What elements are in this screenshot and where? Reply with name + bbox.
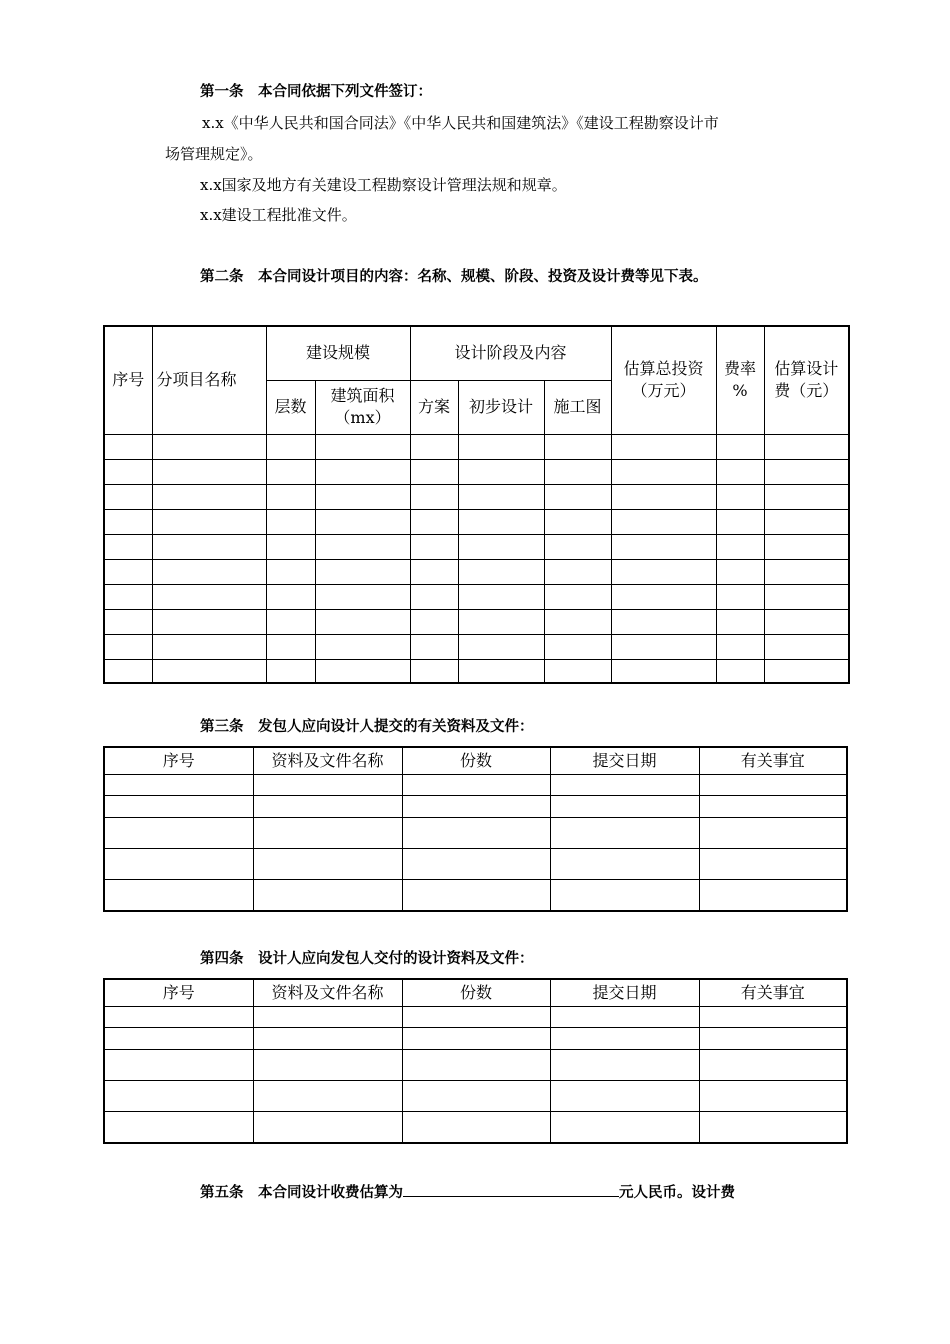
submit-materials-table [103,746,848,912]
empty-cell[interactable] [611,559,716,584]
empty-cell[interactable] [544,484,611,509]
empty-cell[interactable] [402,1049,550,1080]
table-row [104,879,847,911]
empty-cell[interactable] [315,559,410,584]
empty-cell[interactable] [458,459,544,484]
empty-cell[interactable] [764,534,849,559]
table-row [104,848,847,879]
empty-cell[interactable] [104,484,152,509]
empty-cell[interactable] [550,795,699,817]
empty-cell[interactable] [104,534,152,559]
col-name-header: 分项目名称 [152,326,266,434]
table-row [104,774,847,795]
empty-cell[interactable] [104,1080,253,1111]
empty-cell[interactable] [104,795,253,817]
empty-cell[interactable] [611,659,716,683]
empty-cell[interactable] [104,434,152,459]
empty-cell[interactable] [266,459,315,484]
table-row [104,484,849,509]
empty-cell[interactable] [152,509,266,534]
empty-cell[interactable] [410,459,458,484]
empty-cell[interactable] [152,584,266,609]
table-row [104,459,849,484]
empty-cell[interactable] [458,659,544,683]
investment-header: 估算总投资 （万元） [611,326,716,434]
table-row [104,559,849,584]
table-row [104,1006,847,1027]
empty-cell[interactable] [104,509,152,534]
empty-cell[interactable] [458,534,544,559]
empty-cell[interactable] [402,795,550,817]
table-row [104,659,849,683]
empty-cell[interactable] [550,774,699,795]
table-header-row [104,979,847,1006]
empty-cell[interactable] [550,1027,699,1049]
empty-cell[interactable] [699,879,847,911]
empty-cell[interactable] [266,634,315,659]
empty-cell[interactable] [716,509,764,534]
header-date: 提交日期 [550,979,699,1006]
empty-cell[interactable] [104,848,253,879]
empty-cell[interactable] [544,634,611,659]
empty-cell[interactable] [266,509,315,534]
empty-cell[interactable] [104,879,253,911]
table-row [104,1080,847,1111]
empty-cell[interactable] [458,484,544,509]
empty-cell[interactable] [699,795,847,817]
empty-cell[interactable] [104,817,253,848]
article1-item-3: x.x建设工程批准文件。 [200,206,357,224]
header-copies: 份数 [402,747,550,774]
empty-cell[interactable] [550,1111,699,1143]
empty-cell[interactable] [716,484,764,509]
empty-cell[interactable] [315,459,410,484]
header-date: 提交日期 [550,747,699,774]
empty-cell[interactable] [253,1027,402,1049]
empty-cell[interactable] [550,817,699,848]
scheme-header: 方案 [410,380,458,434]
empty-cell[interactable] [253,848,402,879]
table-row [104,509,849,534]
table-row [104,1027,847,1049]
empty-cell[interactable] [764,434,849,459]
empty-cell[interactable] [315,584,410,609]
empty-cell[interactable] [699,1111,847,1143]
empty-cell[interactable] [402,879,550,911]
empty-cell[interactable] [266,434,315,459]
phase-group-header: 设计阶段及内容 [410,326,611,380]
empty-cell[interactable] [716,559,764,584]
fee-amount-blank[interactable] [403,1182,619,1197]
empty-cell[interactable] [402,1111,550,1143]
empty-cell[interactable] [410,509,458,534]
empty-cell[interactable] [410,634,458,659]
empty-cell[interactable] [315,509,410,534]
empty-cell[interactable] [458,584,544,609]
article1-item-2: x.x国家及地方有关建设工程勘察设计管理法规和规章。 [200,176,567,194]
empty-cell[interactable] [458,609,544,634]
empty-cell[interactable] [253,774,402,795]
empty-cell[interactable] [458,509,544,534]
empty-cell[interactable] [315,634,410,659]
empty-cell[interactable] [611,584,716,609]
empty-cell[interactable] [315,434,410,459]
empty-cell[interactable] [253,1049,402,1080]
empty-cell[interactable] [104,1111,253,1143]
empty-cell[interactable] [253,879,402,911]
empty-cell[interactable] [544,559,611,584]
empty-cell[interactable] [611,434,716,459]
empty-cell[interactable] [699,817,847,848]
empty-cell[interactable] [550,1049,699,1080]
empty-cell[interactable] [402,774,550,795]
empty-cell[interactable] [764,659,849,683]
header-doc-name: 资料及文件名称 [253,979,402,1006]
empty-cell[interactable] [402,848,550,879]
rate-header: 费率 % [716,326,764,434]
empty-cell[interactable] [716,434,764,459]
empty-cell[interactable] [716,634,764,659]
empty-cell[interactable] [550,879,699,911]
empty-cell[interactable] [402,1006,550,1027]
empty-cell[interactable] [402,1027,550,1049]
prelim-header: 初步设计 [458,380,544,434]
empty-cell[interactable] [104,659,152,683]
empty-cell[interactable] [410,484,458,509]
empty-cell[interactable] [266,534,315,559]
scale-group-header: 建设规模 [266,326,410,380]
empty-cell[interactable] [699,1027,847,1049]
empty-cell[interactable] [458,559,544,584]
header-notes: 有关事宜 [699,979,847,1006]
empty-cell[interactable] [315,534,410,559]
empty-cell[interactable] [266,559,315,584]
empty-cell[interactable] [716,584,764,609]
header-seq: 序号 [104,747,253,774]
table-row [104,534,849,559]
article3-heading: 第三条 发包人应向设计人提交的有关资料及文件： [200,719,534,735]
table-row [104,1049,847,1080]
empty-cell[interactable] [152,634,266,659]
empty-cell[interactable] [699,1006,847,1027]
empty-cell[interactable] [716,459,764,484]
empty-cell[interactable] [544,509,611,534]
header-notes: 有关事宜 [699,747,847,774]
table-row [104,434,849,459]
article5-suffix: 元人民币。设计费 [619,1185,735,1201]
empty-cell[interactable] [253,817,402,848]
empty-cell[interactable] [104,584,152,609]
empty-cell[interactable] [699,848,847,879]
table-row [104,1111,847,1143]
empty-cell[interactable] [611,634,716,659]
empty-cell[interactable] [266,609,315,634]
construction-header: 施工图 [544,380,611,434]
empty-cell[interactable] [764,559,849,584]
empty-cell[interactable] [410,559,458,584]
table-row [104,584,849,609]
article1-item-1: x.x《中华人民共和国合同法》《中华人民共和国建筑法》《建设工程勘察设计市 [202,114,719,132]
empty-cell[interactable] [410,584,458,609]
col-seq-header: 序号 [104,326,152,434]
empty-cell[interactable] [315,659,410,683]
empty-cell[interactable] [104,1006,253,1027]
empty-cell[interactable] [764,484,849,509]
empty-cell[interactable] [550,1006,699,1027]
empty-cell[interactable] [315,609,410,634]
empty-cell[interactable] [104,459,152,484]
empty-cell[interactable] [253,1080,402,1111]
article4-heading: 第四条 设计人应向发包人交付的设计资料及文件： [200,951,534,967]
empty-cell[interactable] [716,659,764,683]
header-seq: 序号 [104,979,253,1006]
empty-cell[interactable] [152,659,266,683]
empty-cell[interactable] [544,459,611,484]
deliver-materials-table [103,978,848,1144]
empty-cell[interactable] [544,609,611,634]
empty-cell[interactable] [104,634,152,659]
article5-prefix: 第五条 本合同设计收费估算为 [200,1185,403,1201]
empty-cell[interactable] [253,1006,402,1027]
empty-cell[interactable] [764,459,849,484]
empty-cell[interactable] [716,534,764,559]
empty-cell[interactable] [253,1111,402,1143]
article5-line [200,1182,735,1203]
article1-item-1-cont: 场管理规定》。 [165,145,263,163]
empty-cell[interactable] [611,484,716,509]
empty-cell[interactable] [544,584,611,609]
article2-heading: 第二条 本合同设计项目的内容：名称、规模、阶段、投资及设计费等见下表。 [200,269,708,285]
table-row [104,817,847,848]
header-copies: 份数 [402,979,550,1006]
empty-cell[interactable] [716,609,764,634]
empty-cell[interactable] [410,434,458,459]
empty-cell[interactable] [544,534,611,559]
empty-cell[interactable] [410,534,458,559]
area-header: 建筑面积 （mx） [315,380,410,434]
empty-cell[interactable] [611,609,716,634]
table-row [104,795,847,817]
empty-cell[interactable] [152,559,266,584]
empty-cell[interactable] [611,534,716,559]
empty-cell[interactable] [315,484,410,509]
empty-cell[interactable] [104,1027,253,1049]
empty-cell[interactable] [764,609,849,634]
empty-cell[interactable] [410,609,458,634]
empty-cell[interactable] [550,848,699,879]
empty-cell[interactable] [152,534,266,559]
empty-cell[interactable] [699,1080,847,1111]
empty-cell[interactable] [152,434,266,459]
empty-cell[interactable] [544,434,611,459]
empty-cell[interactable] [611,459,716,484]
empty-cell[interactable] [266,659,315,683]
empty-cell[interactable] [611,509,716,534]
empty-cell[interactable] [699,774,847,795]
empty-cell[interactable] [104,559,152,584]
empty-cell[interactable] [104,609,152,634]
empty-cell[interactable] [458,634,544,659]
empty-cell[interactable] [152,484,266,509]
article1-heading: 第一条 本合同依据下列文件签订： [200,84,432,100]
fee-header: 估算设计 费（元） [764,326,849,434]
header-doc-name: 资料及文件名称 [253,747,402,774]
empty-cell[interactable] [266,484,315,509]
empty-cell[interactable] [764,509,849,534]
empty-cell[interactable] [152,609,266,634]
empty-cell[interactable] [550,1080,699,1111]
empty-cell[interactable] [402,817,550,848]
empty-cell[interactable] [104,1049,253,1080]
empty-cell[interactable] [764,634,849,659]
empty-cell[interactable] [266,584,315,609]
table-row [104,609,849,634]
empty-cell[interactable] [764,584,849,609]
empty-cell[interactable] [410,659,458,683]
empty-cell[interactable] [458,434,544,459]
empty-cell[interactable] [402,1080,550,1111]
floors-header: 层数 [266,380,315,434]
empty-cell[interactable] [104,774,253,795]
table-row [104,634,849,659]
table-header-row [104,747,847,774]
empty-cell[interactable] [152,459,266,484]
empty-cell[interactable] [699,1049,847,1080]
design-items-table [103,325,850,684]
empty-cell[interactable] [544,659,611,683]
empty-cell[interactable] [253,795,402,817]
